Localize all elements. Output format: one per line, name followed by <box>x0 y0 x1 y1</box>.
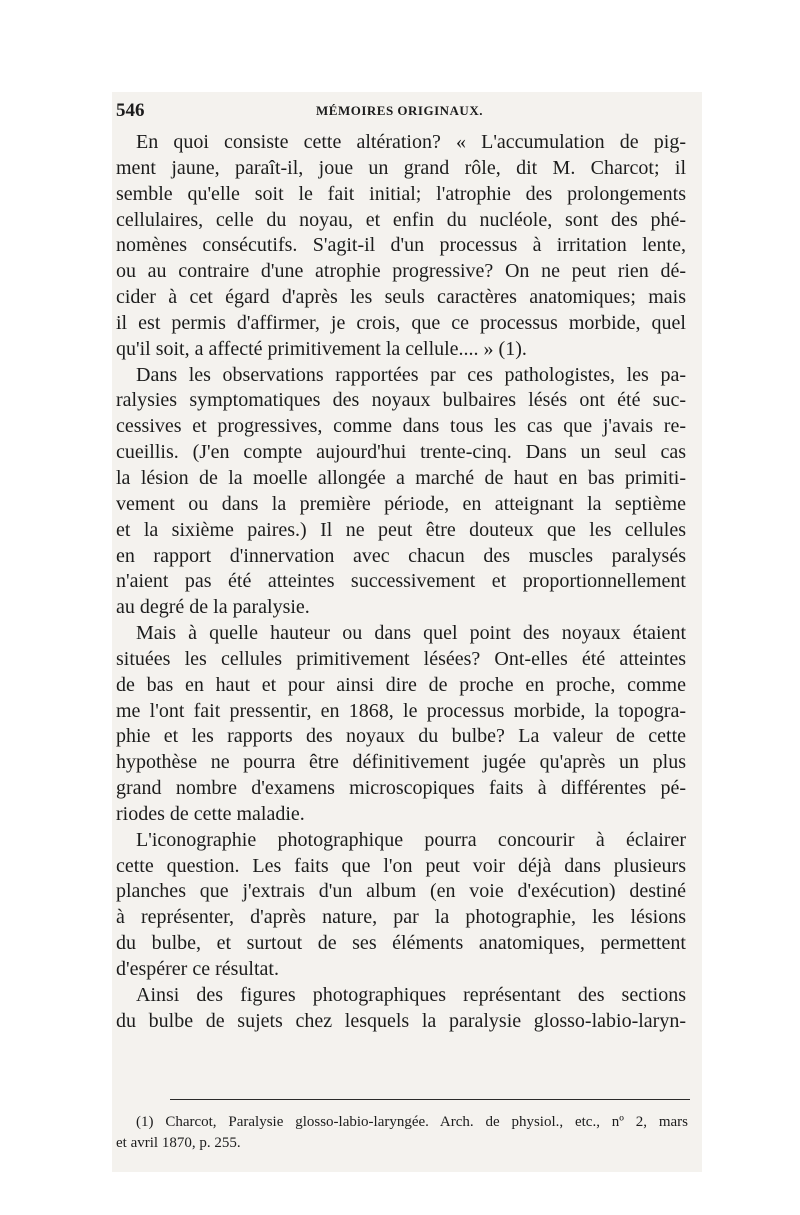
text-line: grand nombre d'examens microscopiques faits à différentes pé- <box>116 777 686 800</box>
journal-title: MÉMOIRES ORIGINAUX. <box>316 103 483 118</box>
text-line: planches que j'extrais d'un album (en voie d'exécution) destiné <box>116 880 686 903</box>
text-line: d'espérer ce résultat. <box>116 958 279 980</box>
text-line: semble qu'elle soit le fait initial; l'atrophie des prolongements <box>116 182 686 205</box>
text-line: de bas en haut et pour ainsi dire de proche en proche, comme <box>116 673 686 696</box>
text-line: phie et les rapports des noyaux du bulbe? La valeur de cette <box>116 725 686 748</box>
text-line: n'aient pas été atteintes successivement et proportionnellement <box>116 570 686 593</box>
text-line: et la sixième paires.) Il ne peut être douteux que les cellules <box>116 518 686 541</box>
text-line: à représenter, d'après nature, par la photographie, les lésions <box>116 906 686 929</box>
text-line: ralysies symptomatiques des noyaux bulbaires lésés ont été suc- <box>116 389 686 412</box>
footnote-divider <box>170 1099 690 1100</box>
text-line: cider à cet égard d'après les seuls caractères anatomiques; mais <box>116 286 686 309</box>
text-line: situées les cellules primitivement lésées? Ont-elles été atteintes <box>116 647 686 670</box>
text-line: nomènes consécutifs. S'agit-il d'un processus à irritation lente, <box>116 234 686 257</box>
text-line: ment jaune, paraît-il, joue un grand rôle, dit M. Charcot; il <box>116 156 686 179</box>
running-head <box>116 100 696 124</box>
text-line: cessives et progressives, comme dans tous les cas que j'avais re- <box>116 415 686 438</box>
text-line: la lésion de la moelle allongée a marché de haut en bas primiti- <box>116 466 686 489</box>
text-line: cueillis. (J'en compte aujourd'hui trente-cinq. Dans un seul cas <box>116 441 686 464</box>
text-line: cellulaires, celle du noyau, et enfin du nucléole, sont des phé- <box>116 208 686 231</box>
text-line: Mais à quelle hauteur ou dans quel point des noyaux étaient <box>136 622 686 645</box>
text-line: riodes de cette maladie. <box>116 802 305 825</box>
text-line: Ainsi des figures photographiques représentant des sections <box>136 983 686 1006</box>
footnote <box>116 1112 688 1154</box>
text-line: ou au contraire d'une atrophie progressive? On ne peut rien dé- <box>116 260 686 283</box>
text-line: il est permis d'affirmer, je crois, que ce processus morbide, quel <box>116 311 686 334</box>
text-line: du bulbe de sujets chez lesquels la paralysie glosso-labio-laryn- <box>116 1009 686 1032</box>
text-line: du bulbe, et surtout de ses éléments anatomiques, permettent <box>116 932 686 955</box>
text-line: en rapport d'innervation avec chacun des muscles paralysés <box>116 544 686 567</box>
text-line: au degré de la paralysie. <box>116 596 310 619</box>
text-line: me l'ont fait pressentir, en 1868, le processus morbide, la topogra- <box>116 699 686 722</box>
page-number: 546 <box>116 100 145 121</box>
text-line: cette question. Les faits que l'on peut voir déjà dans plusieurs <box>116 854 686 877</box>
text-line: vement ou dans la première période, en atteignant la septième <box>116 492 686 515</box>
footnote-line: (1) Charcot, Paralysie glosso-labio-laryngée. Arch. de physiol., etc., nº 2, mars <box>136 1114 688 1130</box>
text-line: hypothèse ne pourra être définitivement jugée qu'après un plus <box>116 751 686 774</box>
footnote-line: et avril 1870, p. 255. <box>116 1135 241 1151</box>
text-line: qu'il soit, a affecté primitivement la cellule.... » (1). <box>116 337 527 360</box>
text-line: L'iconographie photographique pourra concourir à éclairer <box>136 828 686 851</box>
body-text <box>116 130 686 1035</box>
text-line: Dans les observations rapportées par ces pathologistes, les pa- <box>136 363 686 386</box>
text-line: En quoi consiste cette altération? « L'accumulation de pig- <box>136 131 686 153</box>
